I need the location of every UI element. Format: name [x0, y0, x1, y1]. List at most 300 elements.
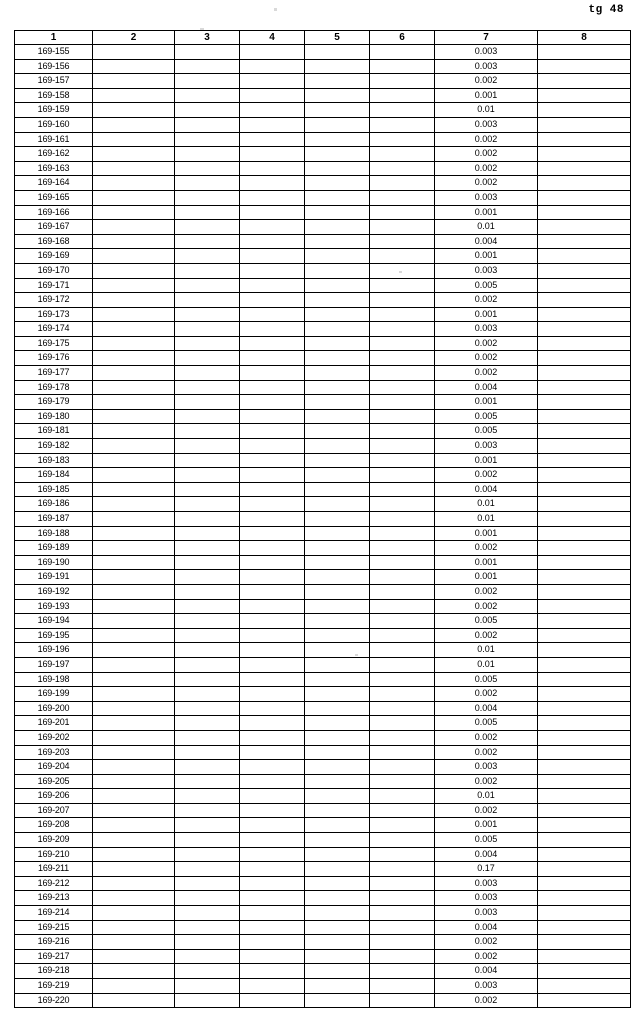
cell-identifier: 169-162	[15, 147, 93, 162]
cell-value-col7: 0.003	[435, 59, 538, 74]
cell-empty-col4	[240, 351, 305, 366]
cell-empty-col4	[240, 147, 305, 162]
cell-empty-col2	[93, 132, 175, 147]
cell-empty-col2	[93, 482, 175, 497]
cell-value-col7: 0.01	[435, 220, 538, 235]
table-row	[15, 730, 631, 745]
table-row	[15, 760, 631, 775]
cell-empty-col3	[175, 862, 240, 877]
cell-empty-col3	[175, 512, 240, 527]
cell-value-col7: 0.001	[435, 526, 538, 541]
cell-identifier: 169-215	[15, 920, 93, 935]
cell-empty-col6	[370, 818, 435, 833]
cell-empty-col4	[240, 818, 305, 833]
cell-empty-col8	[538, 205, 631, 220]
cell-identifier: 169-209	[15, 833, 93, 848]
cell-empty-col8	[538, 716, 631, 731]
cell-empty-col8	[538, 935, 631, 950]
cell-empty-col6	[370, 643, 435, 658]
cell-empty-col6	[370, 220, 435, 235]
cell-empty-col4	[240, 482, 305, 497]
cell-empty-col8	[538, 132, 631, 147]
cell-empty-col6	[370, 439, 435, 454]
cell-empty-col5	[305, 220, 370, 235]
cell-empty-col5	[305, 687, 370, 702]
cell-identifier: 169-177	[15, 366, 93, 381]
table-row	[15, 147, 631, 162]
cell-identifier: 169-165	[15, 190, 93, 205]
cell-empty-col3	[175, 117, 240, 132]
cell-empty-col2	[93, 497, 175, 512]
cell-value-col7: 0.001	[435, 818, 538, 833]
cell-empty-col8	[538, 541, 631, 556]
cell-empty-col4	[240, 249, 305, 264]
cell-empty-col3	[175, 336, 240, 351]
cell-empty-col2	[93, 760, 175, 775]
cell-value-col7: 0.002	[435, 176, 538, 191]
cell-value-col7: 0.004	[435, 380, 538, 395]
table-row	[15, 59, 631, 74]
cell-empty-col3	[175, 599, 240, 614]
cell-empty-col4	[240, 584, 305, 599]
cell-empty-col4	[240, 59, 305, 74]
cell-value-col7: 0.004	[435, 964, 538, 979]
cell-empty-col4	[240, 803, 305, 818]
cell-empty-col8	[538, 234, 631, 249]
cell-empty-col6	[370, 687, 435, 702]
cell-empty-col4	[240, 220, 305, 235]
cell-value-col7: 0.003	[435, 322, 538, 337]
cell-empty-col8	[538, 949, 631, 964]
cell-identifier: 169-191	[15, 570, 93, 585]
cell-empty-col5	[305, 979, 370, 994]
cell-empty-col5	[305, 307, 370, 322]
cell-empty-col8	[538, 59, 631, 74]
table-row	[15, 949, 631, 964]
cell-empty-col8	[538, 628, 631, 643]
cell-empty-col5	[305, 920, 370, 935]
cell-empty-col6	[370, 45, 435, 60]
cell-empty-col5	[305, 935, 370, 950]
cell-value-col7: 0.003	[435, 190, 538, 205]
cell-value-col7: 0.002	[435, 468, 538, 483]
cell-empty-col4	[240, 336, 305, 351]
cell-empty-col2	[93, 687, 175, 702]
cell-empty-col8	[538, 351, 631, 366]
cell-empty-col6	[370, 88, 435, 103]
cell-value-col7: 0.004	[435, 847, 538, 862]
cell-empty-col4	[240, 555, 305, 570]
cell-empty-col3	[175, 555, 240, 570]
cell-value-col7: 0.004	[435, 234, 538, 249]
cell-empty-col2	[93, 322, 175, 337]
table-row	[15, 716, 631, 731]
cell-value-col7: 0.002	[435, 935, 538, 950]
cell-empty-col5	[305, 949, 370, 964]
cell-empty-col8	[538, 730, 631, 745]
cell-empty-col3	[175, 190, 240, 205]
cell-empty-col2	[93, 205, 175, 220]
cell-empty-col2	[93, 643, 175, 658]
table-row	[15, 117, 631, 132]
cell-empty-col4	[240, 117, 305, 132]
cell-empty-col2	[93, 628, 175, 643]
cell-empty-col2	[93, 906, 175, 921]
cell-empty-col5	[305, 74, 370, 89]
cell-identifier: 169-174	[15, 322, 93, 337]
cell-empty-col8	[538, 701, 631, 716]
cell-identifier: 169-166	[15, 205, 93, 220]
cell-empty-col2	[93, 59, 175, 74]
cell-empty-col2	[93, 657, 175, 672]
table-row	[15, 643, 631, 658]
cell-empty-col3	[175, 45, 240, 60]
cell-empty-col3	[175, 482, 240, 497]
table-row	[15, 395, 631, 410]
cell-value-col7: 0.002	[435, 993, 538, 1008]
cell-empty-col8	[538, 774, 631, 789]
cell-empty-col6	[370, 132, 435, 147]
cell-empty-col5	[305, 818, 370, 833]
cell-empty-col5	[305, 278, 370, 293]
cell-value-col7: 0.002	[435, 336, 538, 351]
cell-value-col7: 0.003	[435, 117, 538, 132]
cell-empty-col5	[305, 45, 370, 60]
cell-empty-col3	[175, 847, 240, 862]
cell-empty-col8	[538, 876, 631, 891]
cell-value-col7: 0.01	[435, 643, 538, 658]
cell-value-col7: 0.003	[435, 876, 538, 891]
cell-empty-col5	[305, 526, 370, 541]
cell-empty-col2	[93, 701, 175, 716]
table-row	[15, 161, 631, 176]
table-header-row	[15, 31, 631, 45]
cell-value-col7: 0.01	[435, 512, 538, 527]
cell-empty-col3	[175, 74, 240, 89]
cell-empty-col8	[538, 103, 631, 118]
cell-identifier: 169-205	[15, 774, 93, 789]
cell-value-col7: 0.01	[435, 103, 538, 118]
cell-empty-col2	[93, 920, 175, 935]
cell-empty-col3	[175, 614, 240, 629]
cell-empty-col6	[370, 920, 435, 935]
cell-empty-col4	[240, 730, 305, 745]
table-row	[15, 307, 631, 322]
cell-empty-col3	[175, 891, 240, 906]
cell-identifier: 169-171	[15, 278, 93, 293]
cell-empty-col3	[175, 307, 240, 322]
cell-empty-col3	[175, 293, 240, 308]
cell-empty-col6	[370, 862, 435, 877]
cell-empty-col3	[175, 935, 240, 950]
cell-identifier: 169-163	[15, 161, 93, 176]
cell-empty-col5	[305, 833, 370, 848]
cell-empty-col5	[305, 409, 370, 424]
cell-empty-col3	[175, 774, 240, 789]
cell-empty-col4	[240, 687, 305, 702]
page-header-label: tg 48	[588, 4, 624, 16]
cell-empty-col6	[370, 847, 435, 862]
data-table	[14, 30, 631, 1008]
cell-empty-col3	[175, 979, 240, 994]
cell-identifier: 169-188	[15, 526, 93, 541]
cell-empty-col2	[93, 964, 175, 979]
cell-empty-col4	[240, 760, 305, 775]
cell-identifier: 169-200	[15, 701, 93, 716]
table-row	[15, 570, 631, 585]
cell-empty-col2	[93, 891, 175, 906]
cell-empty-col5	[305, 862, 370, 877]
cell-empty-col3	[175, 672, 240, 687]
cell-empty-col5	[305, 424, 370, 439]
cell-value-col7: 0.01	[435, 789, 538, 804]
cell-empty-col3	[175, 760, 240, 775]
column-header-2: 2	[93, 31, 175, 45]
cell-empty-col3	[175, 570, 240, 585]
cell-empty-col5	[305, 147, 370, 162]
cell-empty-col2	[93, 876, 175, 891]
cell-empty-col4	[240, 526, 305, 541]
cell-empty-col8	[538, 512, 631, 527]
cell-empty-col6	[370, 906, 435, 921]
cell-empty-col4	[240, 409, 305, 424]
cell-empty-col5	[305, 760, 370, 775]
table-row	[15, 424, 631, 439]
cell-empty-col2	[93, 278, 175, 293]
cell-value-col7: 0.001	[435, 453, 538, 468]
cell-empty-col2	[93, 453, 175, 468]
table-row	[15, 205, 631, 220]
cell-identifier: 169-204	[15, 760, 93, 775]
cell-empty-col2	[93, 555, 175, 570]
cell-empty-col4	[240, 643, 305, 658]
cell-empty-col5	[305, 614, 370, 629]
cell-empty-col4	[240, 774, 305, 789]
cell-empty-col6	[370, 979, 435, 994]
cell-empty-col2	[93, 672, 175, 687]
cell-empty-col4	[240, 979, 305, 994]
cell-identifier: 169-184	[15, 468, 93, 483]
cell-empty-col8	[538, 147, 631, 162]
table-row	[15, 876, 631, 891]
cell-empty-col8	[538, 336, 631, 351]
table-row	[15, 979, 631, 994]
cell-empty-col6	[370, 307, 435, 322]
cell-empty-col8	[538, 380, 631, 395]
table-row	[15, 380, 631, 395]
cell-empty-col2	[93, 818, 175, 833]
cell-identifier: 169-170	[15, 263, 93, 278]
table-row	[15, 818, 631, 833]
cell-identifier: 169-189	[15, 541, 93, 556]
cell-empty-col8	[538, 643, 631, 658]
cell-empty-col8	[538, 366, 631, 381]
table-row	[15, 584, 631, 599]
cell-value-col7: 0.002	[435, 687, 538, 702]
cell-empty-col6	[370, 424, 435, 439]
cell-empty-col5	[305, 293, 370, 308]
cell-value-col7: 0.005	[435, 278, 538, 293]
cell-empty-col8	[538, 979, 631, 994]
cell-identifier: 169-176	[15, 351, 93, 366]
cell-empty-col6	[370, 541, 435, 556]
cell-value-col7: 0.001	[435, 307, 538, 322]
cell-empty-col2	[93, 935, 175, 950]
cell-empty-col5	[305, 468, 370, 483]
cell-empty-col5	[305, 672, 370, 687]
table-row	[15, 497, 631, 512]
cell-empty-col2	[93, 468, 175, 483]
cell-empty-col6	[370, 453, 435, 468]
table-row	[15, 599, 631, 614]
cell-value-col7: 0.003	[435, 263, 538, 278]
table-row	[15, 366, 631, 381]
cell-empty-col4	[240, 512, 305, 527]
cell-empty-col6	[370, 716, 435, 731]
cell-empty-col8	[538, 220, 631, 235]
cell-empty-col6	[370, 263, 435, 278]
table-row	[15, 862, 631, 877]
cell-empty-col6	[370, 409, 435, 424]
cell-empty-col2	[93, 526, 175, 541]
cell-empty-col4	[240, 161, 305, 176]
cell-empty-col3	[175, 366, 240, 381]
cell-empty-col8	[538, 190, 631, 205]
cell-empty-col4	[240, 745, 305, 760]
cell-value-col7: 0.001	[435, 395, 538, 410]
scan-speck	[274, 8, 277, 11]
cell-identifier: 169-186	[15, 497, 93, 512]
cell-value-col7: 0.01	[435, 497, 538, 512]
cell-empty-col5	[305, 453, 370, 468]
cell-empty-col4	[240, 263, 305, 278]
cell-empty-col4	[240, 993, 305, 1008]
cell-empty-col6	[370, 351, 435, 366]
cell-empty-col8	[538, 657, 631, 672]
cell-value-col7: 0.001	[435, 249, 538, 264]
cell-empty-col3	[175, 906, 240, 921]
cell-empty-col3	[175, 263, 240, 278]
cell-identifier: 169-199	[15, 687, 93, 702]
cell-empty-col5	[305, 643, 370, 658]
cell-empty-col8	[538, 920, 631, 935]
cell-identifier: 169-181	[15, 424, 93, 439]
cell-empty-col4	[240, 716, 305, 731]
cell-empty-col6	[370, 657, 435, 672]
cell-empty-col2	[93, 103, 175, 118]
cell-identifier: 169-196	[15, 643, 93, 658]
table-row	[15, 906, 631, 921]
cell-empty-col4	[240, 949, 305, 964]
cell-empty-col3	[175, 249, 240, 264]
cell-empty-col8	[538, 482, 631, 497]
cell-identifier: 169-167	[15, 220, 93, 235]
cell-value-col7: 0.002	[435, 74, 538, 89]
cell-empty-col6	[370, 190, 435, 205]
cell-empty-col3	[175, 453, 240, 468]
cell-empty-col6	[370, 570, 435, 585]
cell-empty-col2	[93, 74, 175, 89]
cell-empty-col6	[370, 366, 435, 381]
cell-empty-col2	[93, 730, 175, 745]
cell-empty-col2	[93, 789, 175, 804]
cell-empty-col8	[538, 439, 631, 454]
cell-identifier: 169-159	[15, 103, 93, 118]
cell-empty-col3	[175, 176, 240, 191]
table-row	[15, 103, 631, 118]
cell-empty-col5	[305, 395, 370, 410]
cell-empty-col6	[370, 147, 435, 162]
cell-identifier: 169-219	[15, 979, 93, 994]
cell-empty-col4	[240, 366, 305, 381]
cell-value-col7: 0.002	[435, 599, 538, 614]
cell-value-col7: 0.003	[435, 439, 538, 454]
cell-empty-col2	[93, 979, 175, 994]
cell-empty-col3	[175, 351, 240, 366]
column-header-4: 4	[240, 31, 305, 45]
cell-empty-col3	[175, 205, 240, 220]
cell-empty-col4	[240, 424, 305, 439]
cell-identifier: 169-187	[15, 512, 93, 527]
table-row	[15, 687, 631, 702]
cell-empty-col6	[370, 789, 435, 804]
cell-empty-col3	[175, 949, 240, 964]
cell-empty-col4	[240, 132, 305, 147]
cell-empty-col5	[305, 249, 370, 264]
cell-empty-col6	[370, 891, 435, 906]
cell-empty-col8	[538, 424, 631, 439]
cell-empty-col8	[538, 584, 631, 599]
cell-empty-col3	[175, 497, 240, 512]
cell-identifier: 169-180	[15, 409, 93, 424]
cell-empty-col5	[305, 716, 370, 731]
cell-empty-col3	[175, 993, 240, 1008]
cell-identifier: 169-164	[15, 176, 93, 191]
cell-empty-col5	[305, 117, 370, 132]
cell-empty-col2	[93, 88, 175, 103]
cell-empty-col4	[240, 876, 305, 891]
cell-value-col7: 0.004	[435, 701, 538, 716]
cell-empty-col6	[370, 760, 435, 775]
cell-empty-col4	[240, 278, 305, 293]
cell-empty-col6	[370, 745, 435, 760]
cell-empty-col3	[175, 132, 240, 147]
cell-value-col7: 0.003	[435, 760, 538, 775]
cell-empty-col2	[93, 584, 175, 599]
cell-identifier: 169-175	[15, 336, 93, 351]
cell-identifier: 169-178	[15, 380, 93, 395]
cell-empty-col8	[538, 526, 631, 541]
cell-identifier: 169-217	[15, 949, 93, 964]
cell-empty-col2	[93, 599, 175, 614]
cell-empty-col6	[370, 512, 435, 527]
table-row	[15, 88, 631, 103]
cell-identifier: 169-202	[15, 730, 93, 745]
cell-empty-col3	[175, 322, 240, 337]
table-row	[15, 964, 631, 979]
cell-empty-col5	[305, 482, 370, 497]
cell-identifier: 169-201	[15, 716, 93, 731]
cell-value-col7: 0.004	[435, 482, 538, 497]
cell-empty-col5	[305, 59, 370, 74]
cell-identifier: 169-192	[15, 584, 93, 599]
cell-identifier: 169-168	[15, 234, 93, 249]
table-row	[15, 803, 631, 818]
cell-empty-col5	[305, 132, 370, 147]
cell-empty-col6	[370, 935, 435, 950]
cell-empty-col2	[93, 117, 175, 132]
cell-empty-col4	[240, 293, 305, 308]
